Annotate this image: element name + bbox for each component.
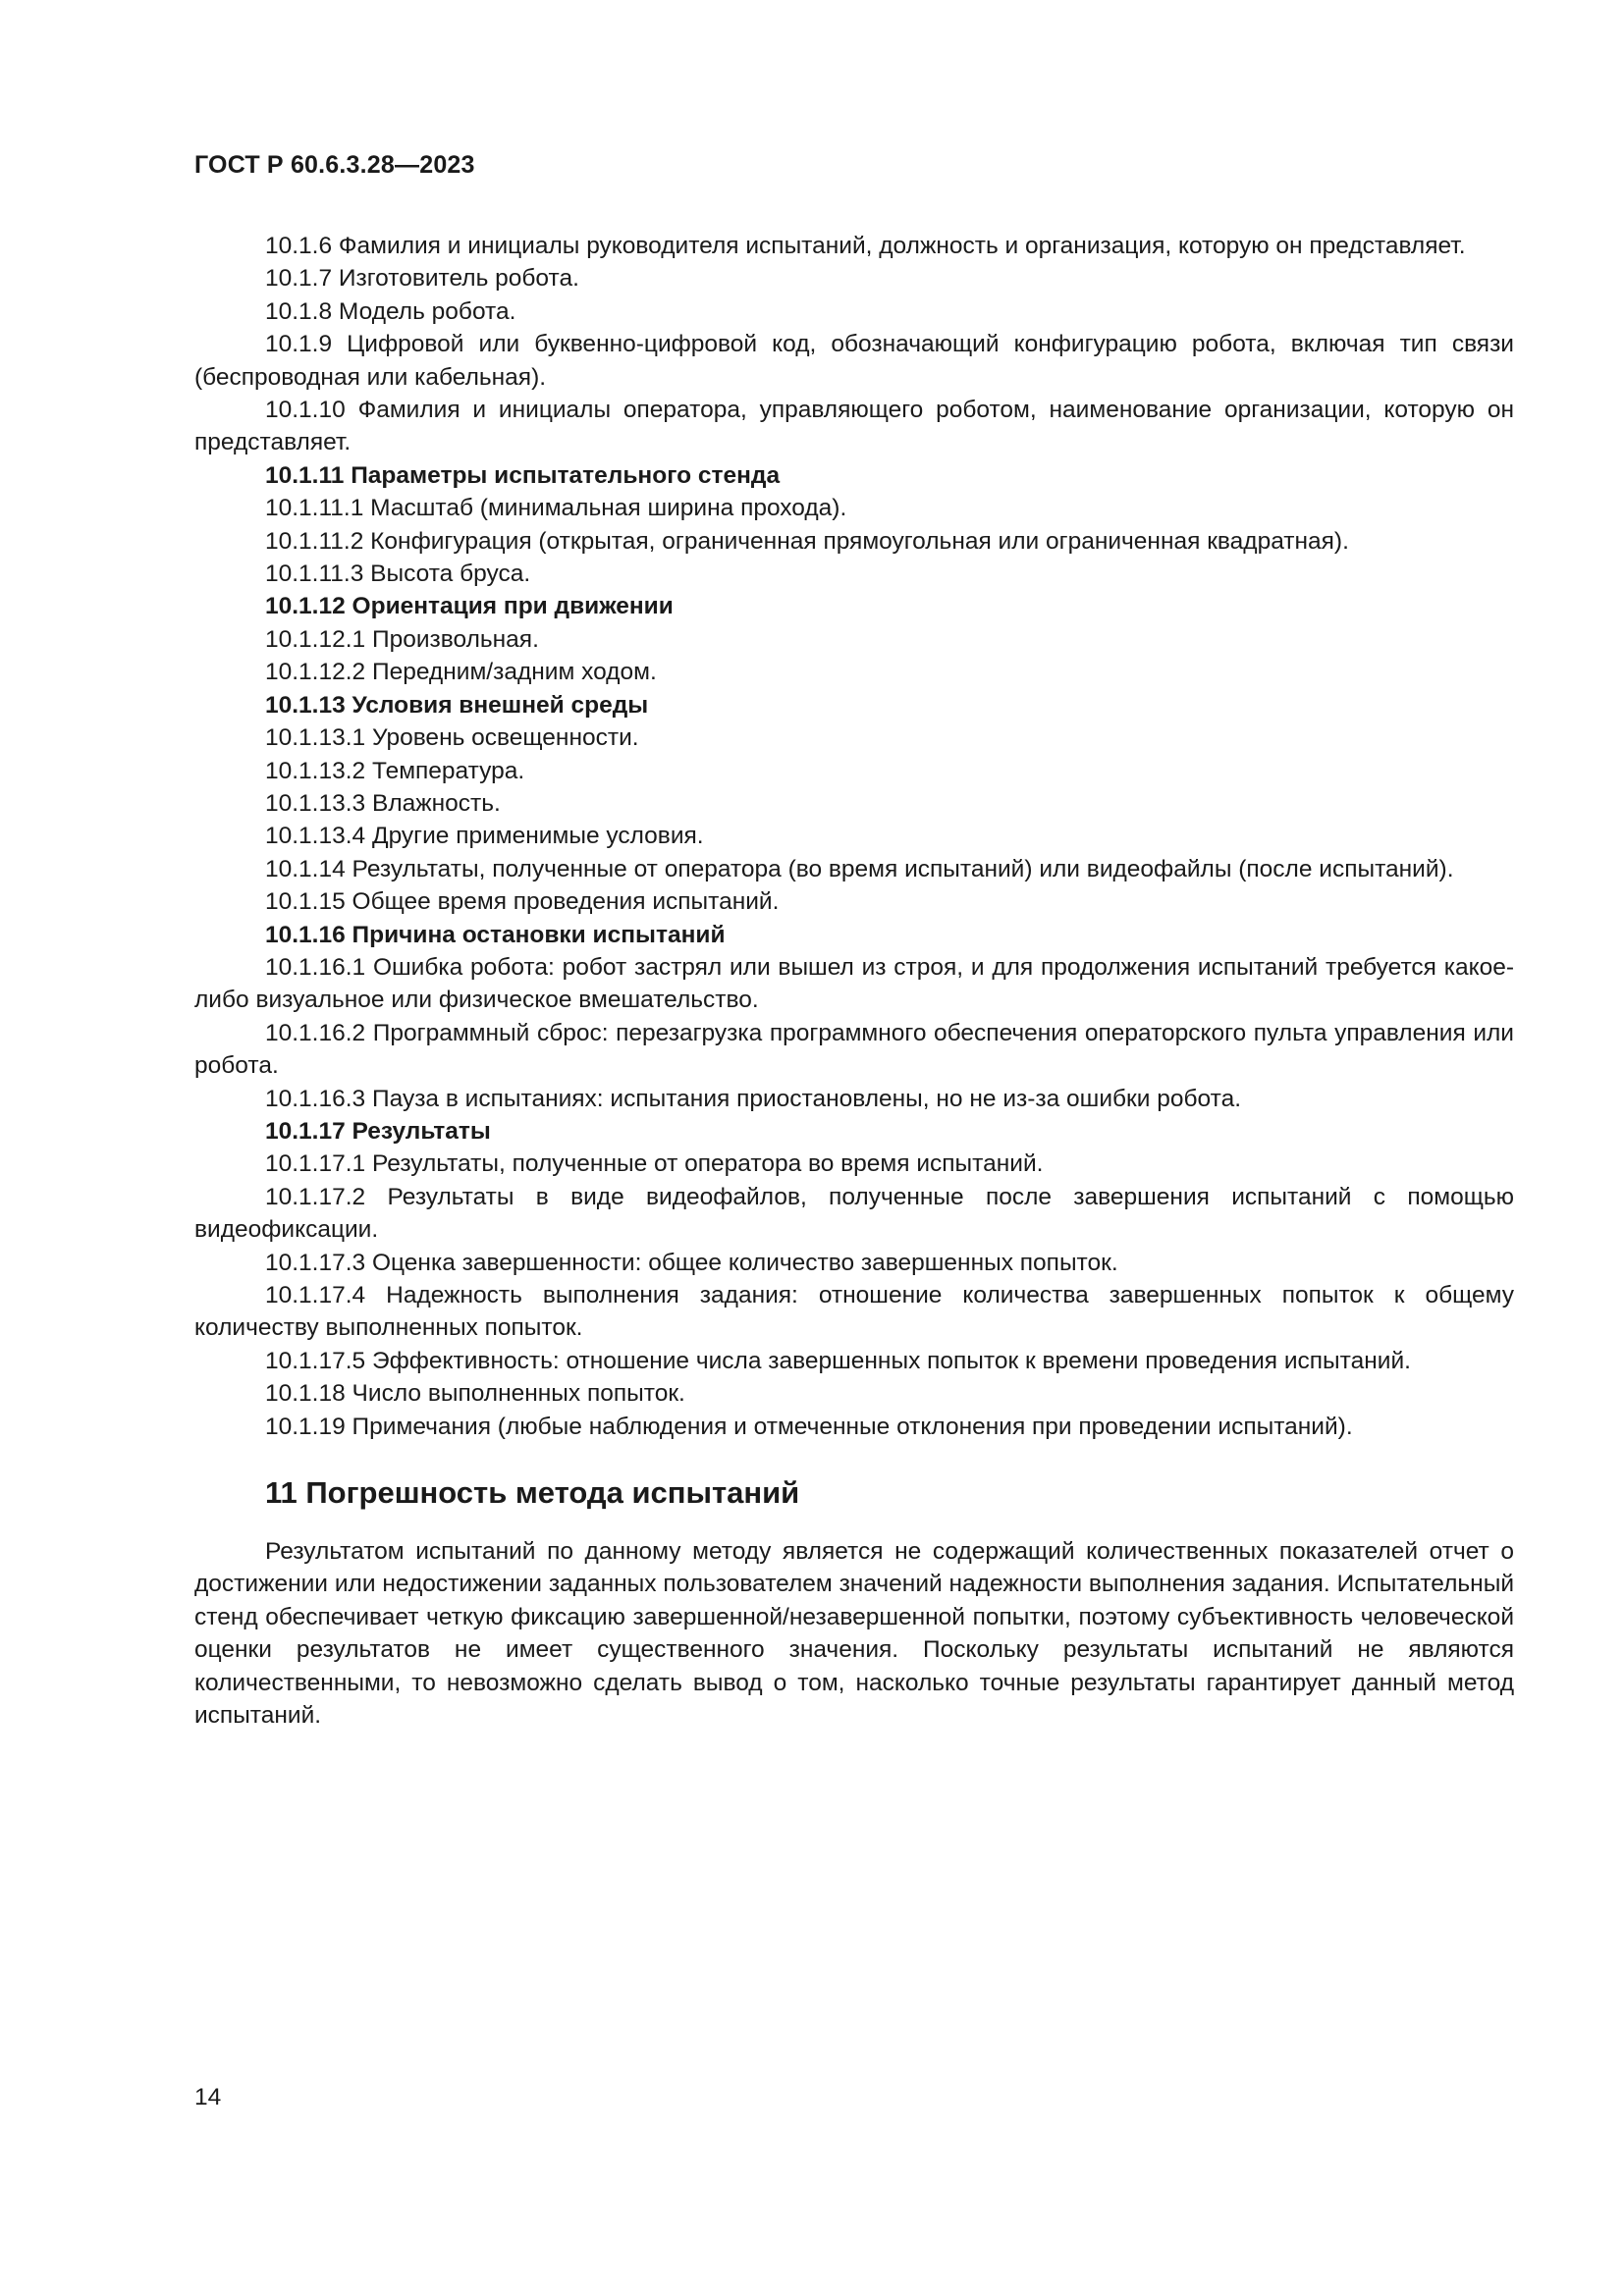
page-number: 14 xyxy=(194,2084,222,2110)
clause-10-1-11-1: 10.1.11.1 Масштаб (минимальная ширина прохода). xyxy=(265,495,847,522)
clause-10-1-8: 10.1.8 Модель робота. xyxy=(265,297,516,325)
clause-10-1-13-2: 10.1.13.2 Температура. xyxy=(265,757,525,784)
clause-10-1-12-1: 10.1.12.1 Произвольная. xyxy=(265,625,539,653)
clause-10-1-16-3: 10.1.16.3 Пауза в испытаниях: испытания приостановлены, но не из-за ошибки робота. xyxy=(265,1085,1242,1112)
clause-10-1-12-heading: 10.1.12 Ориентация при движении xyxy=(265,593,674,620)
clause-10-1-6: 10.1.6 Фамилия и инициалы руководителя испытаний, должность и организация, которую он представляет. xyxy=(265,233,1466,259)
clause-10-1-7: 10.1.7 Изготовитель робота. xyxy=(265,265,579,293)
clause-10-1-13-heading: 10.1.13 Условия внешней среды xyxy=(265,691,649,719)
clause-10-1-11-heading: 10.1.11 Параметры испытательного стенда xyxy=(265,461,781,489)
clause-10-1-11-2: 10.1.11.2 Конфигурация (открытая, ограниченная прямоугольная или ограниченная квадратная). xyxy=(265,527,1349,555)
clause-10-1-16-1: 10.1.16.1 Ошибка робота: робот застрял или вышел из строя, и для продолжения испытаний требуется какое-либо визуальное или физическое вмешательство. xyxy=(194,953,1514,1014)
clause-10-1-17-heading: 10.1.17 Результаты xyxy=(265,1117,491,1145)
clause-10-1-16-heading: 10.1.16 Причина остановки испытаний xyxy=(265,921,726,948)
clause-10-1-19: 10.1.19 Примечания (любые наблюдения и отмеченные отклонения при проведении испытаний). xyxy=(265,1413,1353,1440)
clause-10-1-17-4: 10.1.17.4 Надежность выполнения задания: отношение количества завершенных попыток к общему количеству выполненных попыток. xyxy=(194,1282,1514,1342)
section-11-heading: 11 Погрешность метода испытаний xyxy=(265,1475,800,1511)
clause-10-1-17-5: 10.1.17.5 Эффективность: отношение числа завершенных попыток к времени проведения испытаний. xyxy=(265,1347,1411,1374)
clause-10-1-11-3: 10.1.11.3 Высота бруса. xyxy=(265,561,531,588)
clause-10-1-17-2: 10.1.17.2 Результаты в виде видеофайлов, полученные после завершения испытаний с помощью видеофиксации. xyxy=(194,1183,1514,1244)
clause-10-1-10: 10.1.10 Фамилия и инициалы оператора, управляющего роботом, наименование организации, которую он представляет. xyxy=(194,397,1514,456)
clause-10-1-16-2: 10.1.16.2 Программный сброс: перезагрузка программного обеспечения операторского пульта управления или робота. xyxy=(194,1019,1514,1080)
document-body xyxy=(194,230,1514,1732)
clause-10-1-12-2: 10.1.12.2 Передним/задним ходом. xyxy=(265,659,657,686)
document-header-id: ГОСТ Р 60.6.3.28—2023 xyxy=(194,151,475,179)
clause-10-1-15: 10.1.15 Общее время проведения испытаний. xyxy=(265,888,780,916)
clause-10-1-17-1: 10.1.17.1 Результаты, полученные от оператора во время испытаний. xyxy=(265,1150,1044,1178)
clause-10-1-13-1: 10.1.13.1 Уровень освещенности. xyxy=(265,724,639,752)
clause-10-1-17-3: 10.1.17.3 Оценка завершенности: общее количество завершенных попыток. xyxy=(265,1249,1118,1276)
clause-10-1-13-3: 10.1.13.3 Влажность. xyxy=(265,789,501,817)
clause-10-1-9: 10.1.9 Цифровой или буквенно-цифровой код, обозначающий конфигурацию робота, включая тип связи (беспроводная или кабельная). xyxy=(194,331,1514,391)
section-11-body: Результатом испытаний по данному методу является не содержащий количественных показателей отчет о достижении или недостижении заданных пользователем значений надежности выполнения задания. Испытательный стенд обеспечивает четкую фиксацию завершенной/незавершенной попытки, поэтому субъективность человеческой оценки результатов не имеет существенного значения. Поскольку результаты испытаний не являются количественными, то невозможно сделать вывод о том, насколько точные результаты гарантирует данный метод испытаний. xyxy=(194,1538,1514,1730)
clause-10-1-18: 10.1.18 Число выполненных попыток. xyxy=(265,1380,685,1408)
clause-10-1-13-4: 10.1.13.4 Другие применимые условия. xyxy=(265,823,704,850)
clause-10-1-14: 10.1.14 Результаты, полученные от оператора (во время испытаний) или видеофайлы (после испытаний). xyxy=(265,855,1454,882)
